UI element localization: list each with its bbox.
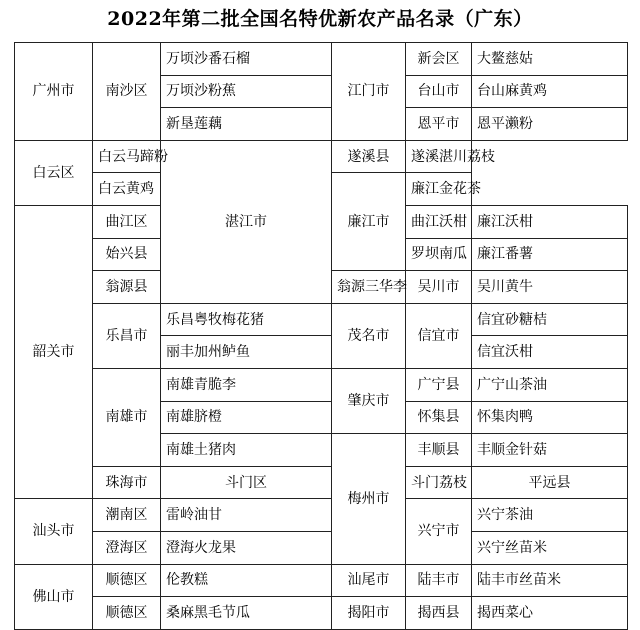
district-cell: 廉江市	[332, 173, 406, 271]
product-cell: 南雄脐橙	[161, 401, 332, 434]
city-cell: 茂名市	[332, 303, 406, 368]
product-cell: 廉江金花茶	[406, 173, 472, 206]
district-cell: 吴川市	[406, 271, 472, 304]
district-cell: 顺德区	[93, 564, 161, 597]
product-cell: 南雄青脆李	[161, 368, 332, 401]
product-cell: 廉江沃柑	[472, 205, 628, 238]
district-cell: 平远县	[472, 466, 628, 499]
product-cell: 怀集肉鸭	[472, 401, 628, 434]
district-cell: 潮南区	[93, 499, 161, 532]
product-cell: 乐昌粤牧梅花猪	[161, 303, 332, 336]
city-cell: 江门市	[332, 43, 406, 141]
district-cell: 台山市	[406, 75, 472, 108]
city-cell: 佛山市	[15, 564, 93, 629]
district-cell: 兴宁市	[406, 499, 472, 564]
product-cell: 桑麻黑毛节瓜	[161, 597, 332, 630]
product-cell: 台山麻黄鸡	[472, 75, 628, 108]
table-row	[15, 597, 628, 630]
product-cell: 吴川黄牛	[472, 271, 628, 304]
city-cell: 珠海市	[93, 466, 161, 499]
product-cell: 陆丰市丝苗米	[472, 564, 628, 597]
product-cell: 万顷沙粉蕉	[161, 75, 332, 108]
table-row	[15, 303, 628, 336]
product-cell: 翁源三华李	[332, 271, 406, 304]
page-title: 2022年第二批全国名特优新农产品名录（广东）	[107, 8, 533, 30]
table-row	[15, 140, 628, 173]
product-table	[14, 42, 628, 630]
product-cell: 揭西菜心	[472, 597, 628, 630]
product-cell: 罗坝南瓜	[406, 238, 472, 271]
city-cell: 广州市	[15, 43, 93, 141]
district-cell: 顺德区	[93, 597, 161, 630]
city-cell: 梅州市	[332, 434, 406, 564]
district-cell: 信宜市	[406, 303, 472, 368]
product-cell: 万顷沙番石榴	[161, 43, 332, 76]
district-cell: 南沙区	[93, 43, 161, 141]
table-row	[15, 43, 628, 76]
product-cell: 伦教糕	[161, 564, 332, 597]
district-cell: 乐昌市	[93, 303, 161, 368]
table-row	[15, 564, 628, 597]
product-cell: 恩平濑粉	[472, 108, 628, 141]
district-cell: 陆丰市	[406, 564, 472, 597]
district-cell: 遂溪县	[332, 140, 406, 173]
product-cell: 斗门荔枝	[406, 466, 472, 499]
city-cell: 汕头市	[15, 499, 93, 564]
product-cell: 丽丰加州鲈鱼	[161, 336, 332, 369]
table-row	[15, 368, 628, 401]
product-cell: 兴宁丝苗米	[472, 531, 628, 564]
district-cell: 丰顺县	[406, 434, 472, 467]
district-cell: 白云区	[15, 140, 93, 205]
city-cell: 湛江市	[161, 140, 332, 303]
district-cell: 翁源县	[93, 271, 161, 304]
district-cell: 曲江区	[93, 205, 161, 238]
district-cell: 广宁县	[406, 368, 472, 401]
product-cell: 南雄土猪肉	[161, 434, 332, 467]
district-cell: 怀集县	[406, 401, 472, 434]
district-cell: 新会区	[406, 43, 472, 76]
district-cell: 始兴县	[93, 238, 161, 271]
product-cell: 新垦莲藕	[161, 108, 332, 141]
city-cell: 肇庆市	[332, 368, 406, 433]
product-cell: 广宁山茶油	[472, 368, 628, 401]
table-row	[15, 499, 628, 532]
product-cell: 曲江沃柑	[406, 205, 472, 238]
product-cell: 信宜沃柑	[472, 336, 628, 369]
product-cell: 廉江番薯	[472, 238, 628, 271]
district-cell: 南雄市	[93, 368, 161, 466]
table-row	[15, 466, 628, 499]
district-cell: 澄海区	[93, 531, 161, 564]
district-cell: 恩平市	[406, 108, 472, 141]
city-cell: 汕尾市	[332, 564, 406, 597]
product-cell: 大鳌慈姑	[472, 43, 628, 76]
product-cell: 雷岭油甘	[161, 499, 332, 532]
district-cell: 揭西县	[406, 597, 472, 630]
table-row	[15, 531, 628, 564]
product-cell: 兴宁茶油	[472, 499, 628, 532]
district-cell: 斗门区	[161, 466, 332, 499]
city-cell: 韶关市	[15, 205, 93, 498]
product-cell: 遂溪湛川荔枝	[406, 140, 472, 173]
city-cell: 揭阳市	[332, 597, 406, 630]
product-cell: 丰顺金针菇	[472, 434, 628, 467]
product-cell: 澄海火龙果	[161, 531, 332, 564]
product-cell: 白云黄鸡	[93, 173, 161, 206]
product-cell: 信宜砂糖桔	[472, 303, 628, 336]
product-cell: 白云马蹄粉	[93, 140, 161, 173]
